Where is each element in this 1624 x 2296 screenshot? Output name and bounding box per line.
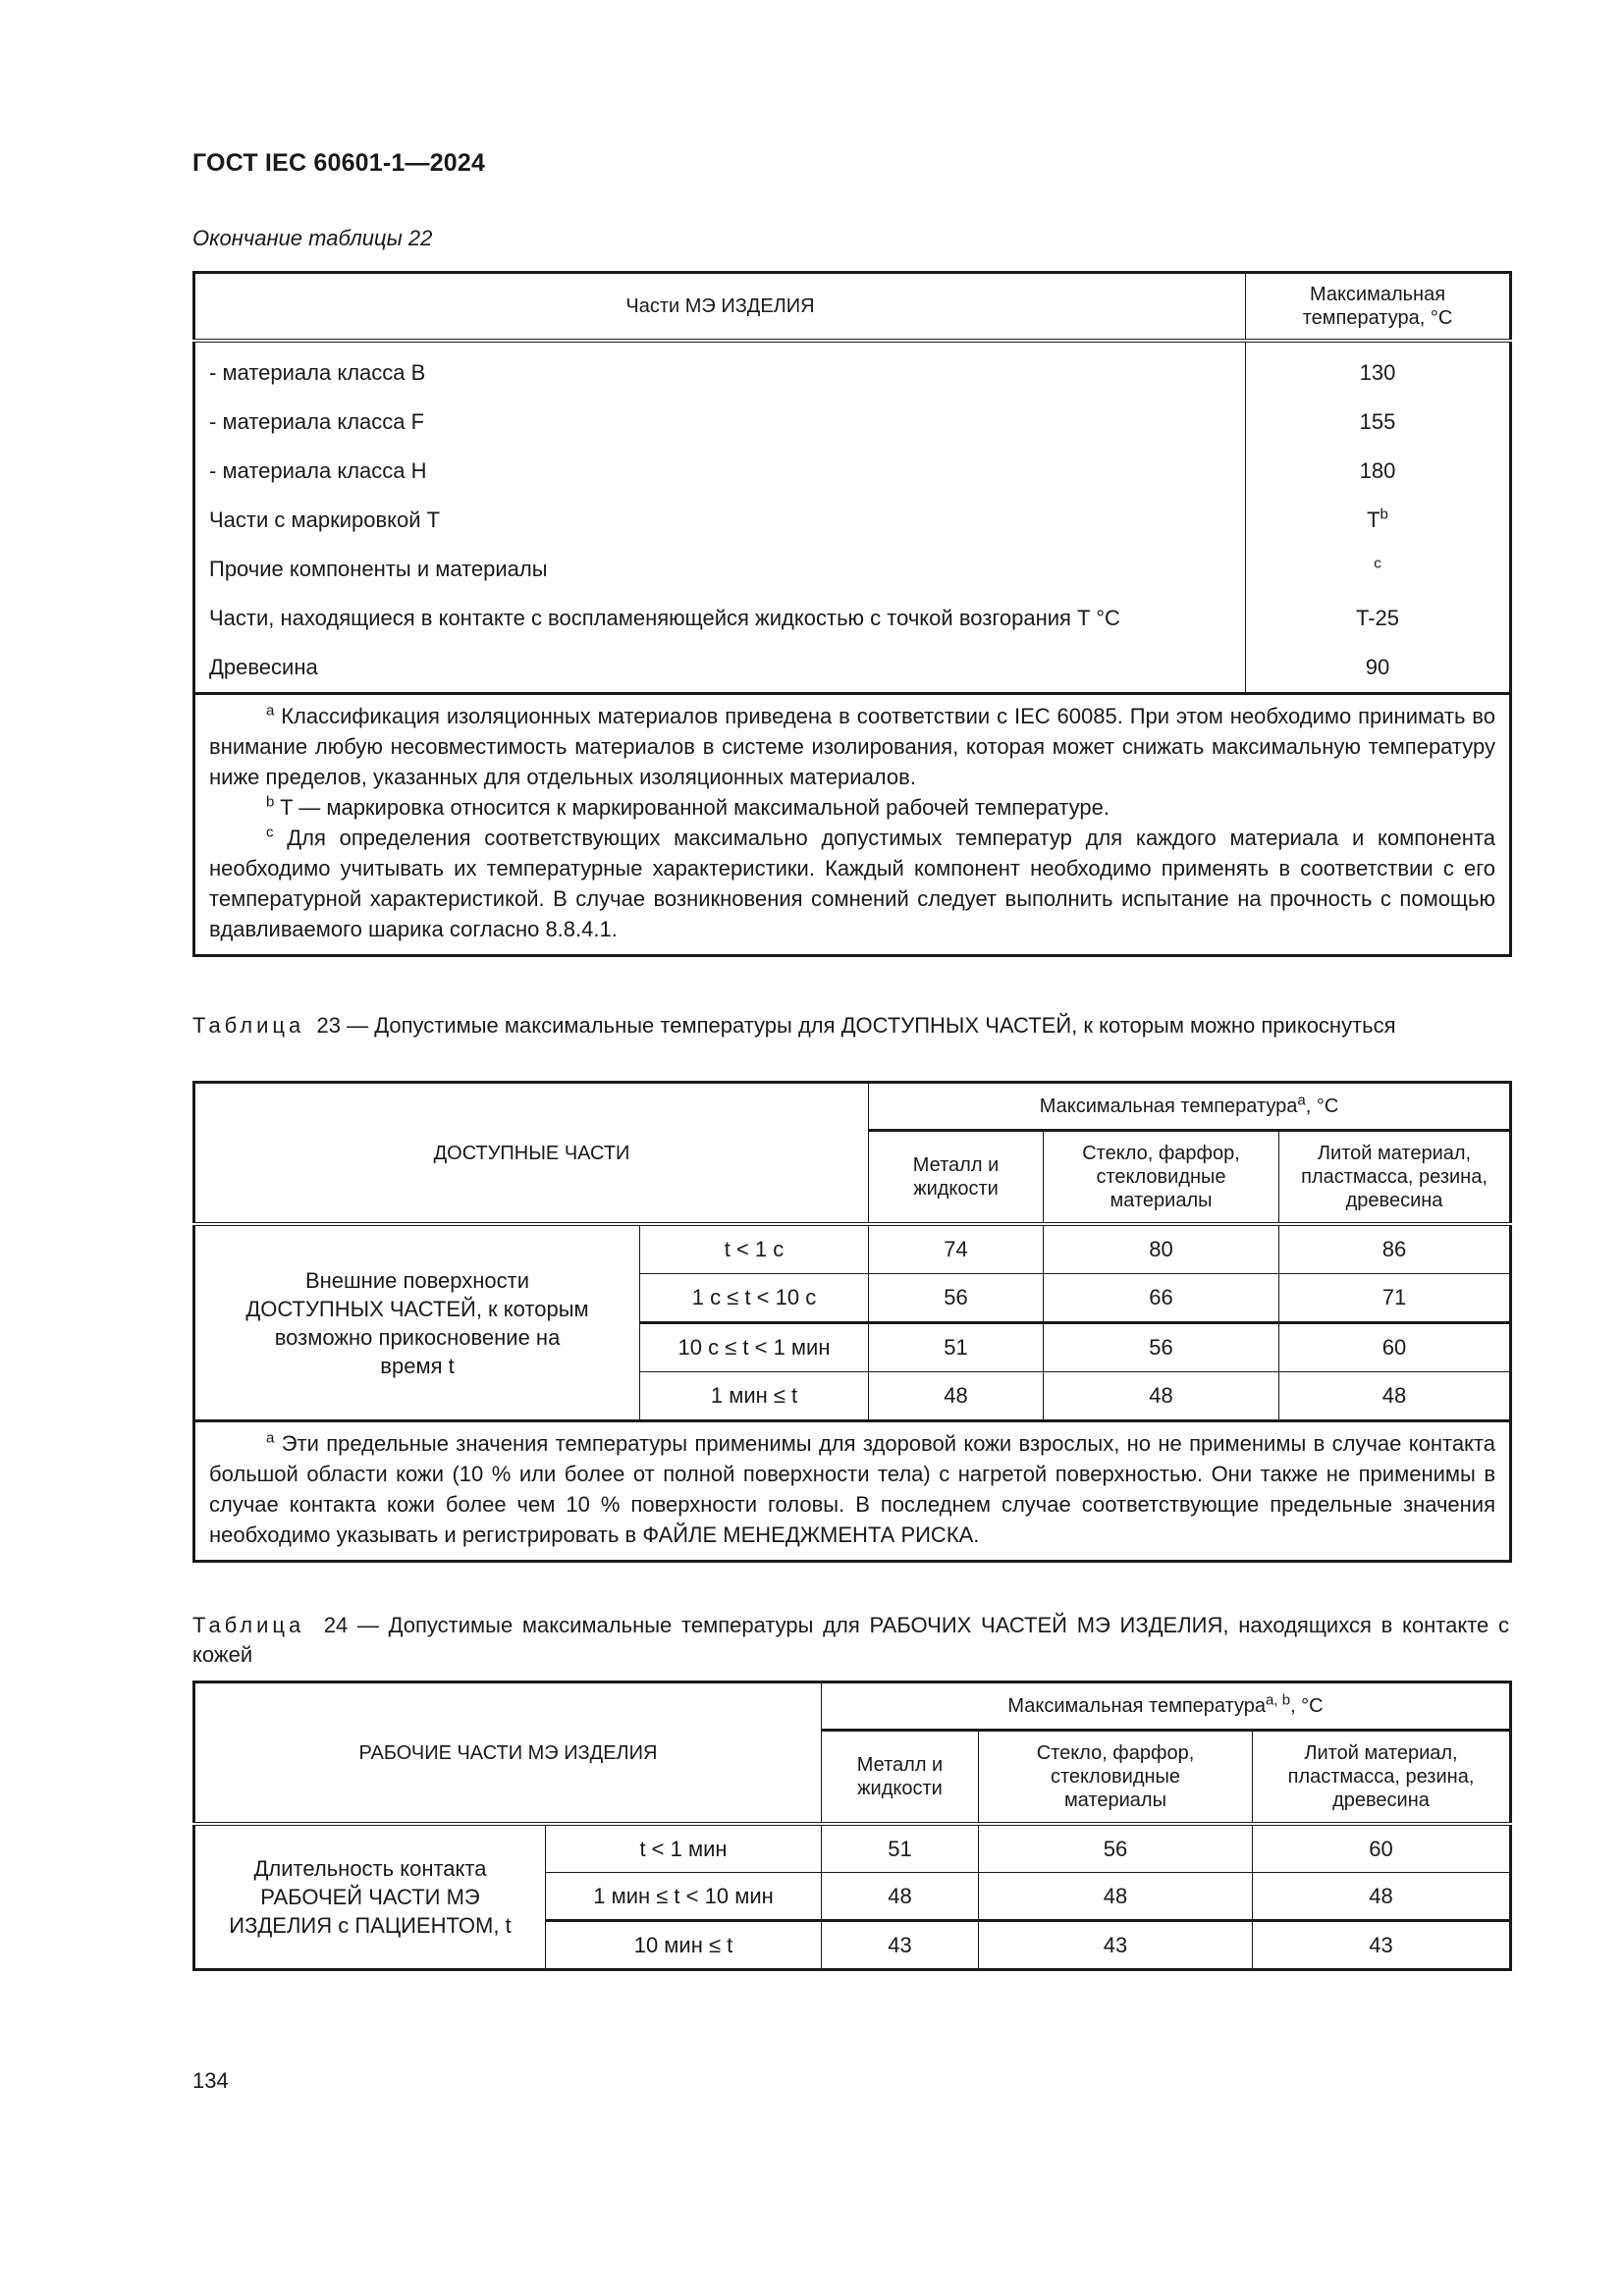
part-name: Древесина [194,643,1246,694]
caption-text: 23 — Допустимые максимальные температуры для ДОСТУПНЫХ ЧАСТЕЙ, к которым можно прикоснуться [316,1013,1396,1038]
table-row [194,643,1511,694]
footnote-a [209,701,1495,792]
caption-text: 24 — Допустимые максимальные температуры для РАБОЧИХ ЧАСТЕЙ МЭ ИЗДЕЛИЯ, находящихся в контакте с кожей [192,1613,1509,1667]
footnote-mark: a [266,1429,275,1447]
max-temp-value: 155 [1359,409,1396,434]
glass-value: 80 [1044,1224,1279,1274]
table-22-notes [194,694,1511,956]
table-24-row-group-label: Длительность контакта РАБОЧЕЙ ЧАСТИ МЭ ИЗДЕЛИЯ с ПАЦИЕНТОМ, t [194,1824,546,1970]
table-row [194,1224,1511,1274]
glass-value: 43 [979,1921,1253,1970]
max-temp-value [1246,496,1511,545]
table-24-caption [192,1611,1509,1670]
footnote-text: Для определения соответствующих максимально допустимых температур для каждого материала и компонента необходимо учитывать их температурные характеристики. Каждый компонент необходимо применять в соответствии с его температурной характеристикой. В случае возникновения сомнений следует выполнить испытание на прочность с помощью вдавливаемого шарика согласно 8.8.4.1. [209,826,1495,941]
plastic-value: 43 [1253,1921,1511,1970]
table-row [194,1824,1511,1873]
footnote-mark: a, b [1266,1691,1291,1709]
caption-label: Таблица [192,1013,305,1038]
table-row [194,398,1511,447]
table-24-header-glass: Стекло, фарфор, стекловидные материалы [979,1731,1253,1825]
plastic-value: 48 [1253,1873,1511,1921]
table-23-header-parts: ДОСТУПНЫЕ ЧАСТИ [194,1083,869,1225]
table-24 [192,1681,1512,1971]
value-text: T [1367,507,1380,532]
table-row [194,447,1511,496]
header-text: Максимальная температура [1039,1095,1298,1117]
footnote-text: Классификация изоляционных материалов приведена в соответствии с IEC 60085. При этом необходимо принимать во внимание любую несовместимость материалов в системе изолирования, которая может снижать максимальную температуру ниже пределов, указанных для отдельных изоляционных материалов. [209,704,1495,789]
part-name: - материала класса B [194,341,1246,398]
plastic-value: 60 [1279,1323,1511,1372]
time-range: 1 мин ≤ t [640,1372,869,1421]
footnote-mark: b [266,793,275,811]
part-name: - материала класса F [194,398,1246,447]
table-24-header-row-1 [194,1682,1511,1731]
header-line: Максимальная [1309,284,1446,305]
document-header-title: ГОСТ IEC 60601-1—2024 [192,149,486,177]
metal-value: 48 [822,1873,979,1921]
caption-label: Таблица [192,1613,305,1637]
part-name: - материала класса H [194,447,1246,496]
time-range: 1 мин ≤ t < 10 мин [546,1873,822,1921]
table-row [194,594,1511,643]
metal-value: 74 [869,1224,1044,1274]
table-23-header-metal: Металл и жидкости [869,1131,1044,1225]
footnote-a [209,1428,1495,1550]
footnote-text: Эти предельные значения температуры применимы для здоровой кожи взрослых, но не применимы в случае контакта большой области кожи (10 % или более от полной поверхности тела) с нагретой поверхностью. Они также не применимы в случае контакта кожи более чем 10 % поверхности головы. В последнем случае соответствующие предельные значения необходимо указывать и регистрировать в ФАЙЛЕ МЕНЕДЖМЕНТА РИСКА. [209,1431,1496,1547]
table-23-row-group-label: Внешние поверхности ДОСТУПНЫХ ЧАСТЕЙ, к которым возможно прикосновение на время t [194,1224,640,1421]
table-22-header-max-temp [1246,273,1511,342]
part-name: Части с маркировкой T [194,496,1246,545]
time-range: 10 с ≤ t < 1 мин [640,1323,869,1372]
table-23-notes-row [194,1421,1511,1562]
table-23-header-max-temp [869,1083,1511,1131]
table-row [194,341,1511,398]
time-range: t < 1 с [640,1224,869,1274]
time-range: t < 1 мин [546,1824,822,1873]
max-temp-value: T-25 [1355,606,1400,630]
part-name: Части, находящиеся в контакте с воспламеняющейся жидкостью с точкой возгорания T °C [194,594,1246,643]
table-24-header-parts: РАБОЧИЕ ЧАСТИ МЭ ИЗДЕЛИЯ [194,1682,822,1825]
time-range: 1 с ≤ t < 10 с [640,1274,869,1323]
max-temp-value [1246,545,1511,594]
glass-value: 66 [1044,1274,1279,1323]
table-24-header-plastic: Литой материал, пластмасса, резина, древесина [1253,1731,1511,1825]
max-temp-value: 180 [1359,458,1396,483]
header-unit: , °C [1290,1695,1324,1717]
table-22-header-row [194,273,1511,342]
table-23-notes [194,1421,1511,1562]
plastic-value: 60 [1253,1824,1511,1873]
table-23-header-plastic: Литой материал, пластмасса, резина, древесина [1279,1131,1511,1225]
footnote-mark: a [1297,1092,1306,1109]
metal-value: 51 [822,1824,979,1873]
footnote-mark: b [1380,506,1388,523]
time-range: 10 мин ≤ t [546,1921,822,1970]
footnote-mark: c [1374,555,1381,572]
table-24-header-metal: Металл и жидкости [822,1731,979,1825]
metal-value: 56 [869,1274,1044,1323]
table-row [194,496,1511,545]
plastic-value: 48 [1279,1372,1511,1421]
metal-value: 43 [822,1921,979,1970]
table-23-header-row-1 [194,1083,1511,1131]
plastic-value: 86 [1279,1224,1511,1274]
footnote-text: T — маркировка относится к маркированной максимальной рабочей температуре. [280,795,1110,820]
table-23-caption [192,1011,1509,1041]
part-name: Прочие компоненты и материалы [194,545,1246,594]
table-22 [192,271,1512,957]
glass-value: 56 [979,1824,1253,1873]
table-row [194,545,1511,594]
table-24-header-max-temp [822,1682,1511,1731]
footnote-mark: a [266,702,275,720]
metal-value: 51 [869,1323,1044,1372]
header-unit: , °C [1305,1095,1339,1117]
metal-value: 48 [869,1372,1044,1421]
footnote-mark: c [266,824,274,841]
table-23 [192,1081,1512,1563]
glass-value: 56 [1044,1323,1279,1372]
max-temp-value: 130 [1359,360,1396,385]
table-22-notes-row [194,694,1511,956]
max-temp-value: 90 [1365,655,1390,679]
footnote-c [209,823,1495,944]
table-22-continuation-label: Окончание таблицы 22 [192,226,433,250]
glass-value: 48 [1044,1372,1279,1421]
header-text: Максимальная температура [1007,1695,1267,1717]
plastic-value: 71 [1279,1274,1511,1323]
table-22-header-parts: Части МЭ ИЗДЕЛИЯ [194,273,1246,342]
footnote-b [209,792,1495,823]
glass-value: 48 [979,1873,1253,1921]
page-number: 134 [192,2068,229,2093]
header-line: температура, °C [1302,307,1453,329]
table-23-header-glass: Стекло, фарфор, стекловидные материалы [1044,1131,1279,1225]
